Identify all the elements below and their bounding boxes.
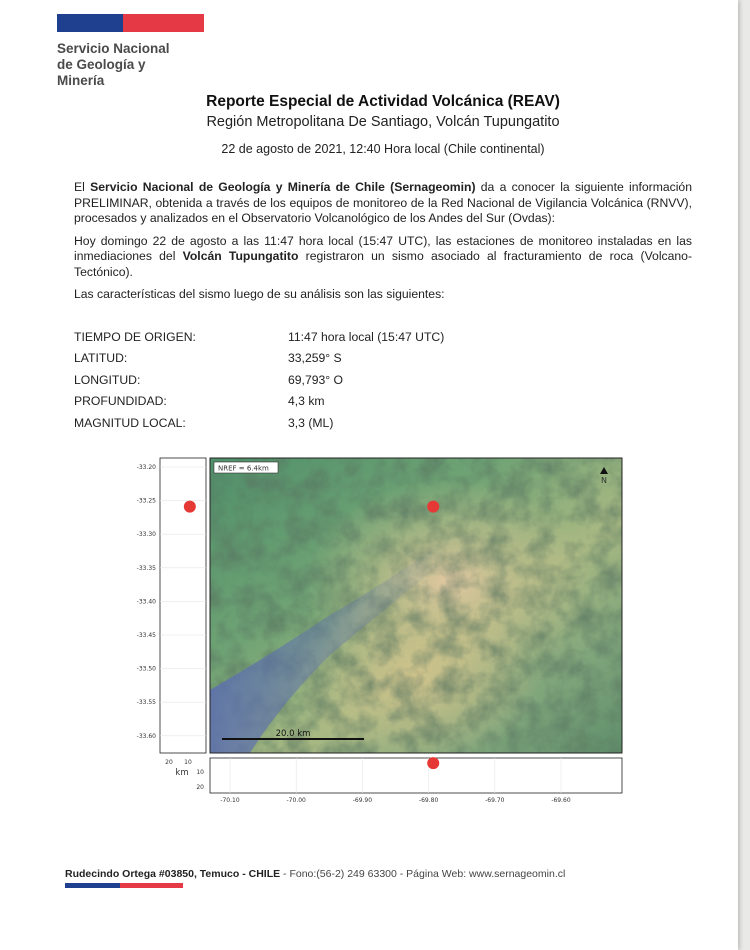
intro-pre: El — [74, 180, 91, 194]
param-row — [74, 369, 674, 391]
lon-tick-label: -69.80 — [418, 797, 439, 804]
param-value: 4,3 km — [288, 394, 325, 409]
report-date: 22 de agosto de 2021, 12:40 Hora local (Chile continental) — [221, 142, 545, 156]
footer-address: Rudecindo Ortega #03850, Temuco - CHILE — [65, 868, 281, 880]
param-row — [74, 326, 674, 348]
event-pre: Hoy domingo 22 de agosto a las 11:47 hora local (15:47 UTC), las estaciones de monitoreo instaladas en las inmediaciones del — [74, 233, 692, 263]
depth-lat-panel — [160, 458, 206, 753]
event-post: registraron un sismo asociado al fracturamiento de roca (Volcano-Tectónico). — [74, 249, 693, 279]
lon-tick-labels — [220, 797, 571, 804]
footer-phone-web: - Fono:(56-2) 249 63300 - Página Web: www.sernageomin.cl — [280, 868, 566, 880]
sernageomin-logo-text — [57, 41, 217, 89]
lat-tick-label: -33.55 — [136, 699, 156, 707]
event-marker-lon-depth — [427, 757, 439, 769]
footer-bar-blue — [65, 883, 120, 888]
depth-side-tick: 20 — [165, 759, 173, 766]
logo-bar-red — [123, 14, 204, 32]
logo-line-3: Minería — [57, 73, 105, 88]
event-volcano-name: Volcán Tupungatito — [182, 249, 299, 263]
seismic-location-map — [130, 455, 630, 810]
seismic-params-table — [74, 326, 674, 434]
param-row — [74, 348, 674, 370]
event-marker-map — [427, 501, 439, 513]
paragraph-intro — [74, 180, 692, 227]
north-label: N — [601, 476, 607, 485]
param-value: 3,3 (ML) — [288, 415, 334, 430]
lat-tick-label: -33.50 — [136, 665, 156, 673]
lat-tick-label: -33.25 — [136, 497, 156, 505]
report-title: Reporte Especial de Actividad Volcánica (REAV) — [206, 93, 560, 110]
lon-tick-label: -70.10 — [220, 797, 240, 804]
param-row — [74, 391, 674, 413]
nref-label: NREF = 6.4km — [218, 464, 269, 473]
event-marker-lat-depth — [184, 501, 196, 513]
lat-tick-label: -33.30 — [136, 531, 156, 539]
depth-unit-label: km — [175, 768, 189, 778]
footer-bar-red — [120, 883, 183, 888]
lat-tick-label: -33.40 — [136, 598, 156, 606]
logo-color-bar — [57, 14, 204, 32]
param-row — [74, 412, 674, 434]
param-label: TIEMPO DE ORIGEN: — [74, 329, 196, 344]
logo-line-2: de Geología y — [57, 57, 146, 72]
param-value: 69,793° O — [288, 372, 344, 387]
title-block — [0, 92, 738, 156]
map-figure-svg — [130, 455, 630, 810]
depth-lon-panel — [210, 758, 622, 793]
depth-bottom-tick: 10 — [196, 769, 204, 776]
scale-label: 20.0 km — [275, 729, 311, 739]
lat-tick-label: -33.60 — [136, 732, 156, 740]
param-value: 33,259° S — [288, 351, 342, 366]
footer-color-bar — [65, 883, 183, 888]
lon-tick-label: -69.90 — [352, 797, 373, 804]
lat-tick-label: -33.20 — [136, 464, 156, 471]
lon-tick-label: -70.00 — [286, 797, 306, 804]
lat-tick-label: -33.35 — [136, 564, 156, 572]
lon-tick-label: -69.60 — [551, 797, 571, 804]
lat-tick-label: -33.45 — [136, 632, 156, 639]
paragraph-event — [74, 234, 692, 281]
param-label: PROFUNDIDAD: — [74, 394, 167, 409]
param-label: LONGITUD: — [74, 372, 141, 387]
logo-bar-blue — [57, 14, 123, 32]
param-label: MAGNITUD LOCAL: — [74, 415, 186, 430]
param-label: LATITUD: — [74, 351, 128, 366]
param-value: 11:47 hora local (15:47 UTC) — [288, 329, 445, 344]
intro-org-name: Servicio Nacional de Geología y Minería de Chile (Sernageomin) — [90, 180, 476, 194]
lat-tick-labels — [137, 464, 157, 740]
paragraph-characteristics: Las características del sismo luego de su análisis son las siguientes: — [74, 287, 445, 301]
lon-tick-label: -69.70 — [485, 797, 505, 804]
depth-bottom-tick: 20 — [196, 784, 204, 791]
intro-post: da a conocer la siguiente información PRELIMINAR, obtenida a través de los equipos de monitoreo de la Red Nacional de Vigilancia Volcánica (RNVV), procesados y analizados en el Observatorio Volcanológico de los Andes del Sur (Ovdas): — [74, 180, 692, 225]
report-subtitle: Región Metropolitana De Santiago, Volcán Tupungatito — [206, 114, 560, 130]
footer-contact — [65, 868, 685, 880]
logo-line-1: Servicio Nacional — [57, 41, 170, 56]
depth-side-tick: 10 — [184, 759, 192, 766]
report-body — [74, 180, 692, 310]
